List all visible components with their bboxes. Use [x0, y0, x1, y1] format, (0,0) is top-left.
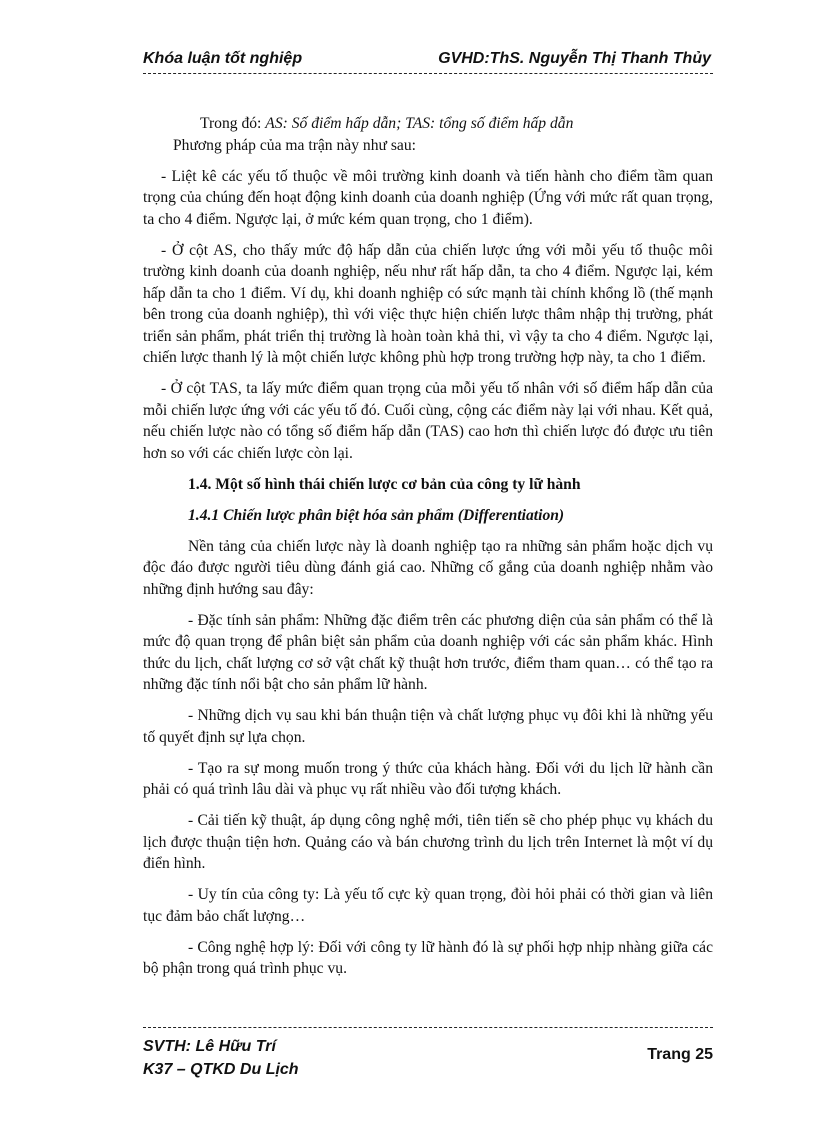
- formula-note: [143, 113, 713, 135]
- footer-divider: [143, 1027, 713, 1028]
- strategy-point-5: - Uy tín của công ty: Là yếu tố cực kỳ quan trọng, đòi hỏi phải có thời gian và liên tục đảm bảo chất lượng…: [143, 886, 713, 925]
- page-footer: [143, 1035, 713, 1081]
- header-advisor: GVHD:ThS. Nguyễn Thị Thanh Thủy: [438, 50, 711, 67]
- subsection-heading: 1.4.1 Chiến lược phân biệt hóa sản phẩm (Differentiation): [188, 506, 565, 524]
- strategy-point-2: - Những dịch vụ sau khi bán thuận tiện và chất lượng phục vụ đôi khi là những yếu tố quyết định sự lựa chọn.: [143, 707, 713, 746]
- footer-class: K37 – QTKD Du Lịch: [143, 1061, 299, 1078]
- strategy-point-1: - Đặc tính sản phẩm: Những đặc điểm trên các phương diện của sản phẩm có thể là mức độ quan trọng để phân biệt sản phẩm của doanh nghiệp với các sản phẩm khác. Hình thức du lịch, chất lượng cơ sở vật chất kỹ thuật hơn trước, điểm tham quan… có thể tạo ra những đặc tính nổi bật cho sản phẩm lữ hành.: [143, 611, 713, 693]
- section-heading: 1.4. Một số hình thái chiến lược cơ bản của công ty lữ hành: [188, 475, 581, 493]
- page-number: Trang 25: [647, 1046, 713, 1063]
- method-step-2: - Ở cột AS, cho thấy mức độ hấp dẫn của chiến lược ứng với mỗi yếu tố thuộc môi trường kinh doanh của doanh nghiệp, nếu như rất hấp dẫn, ta cho 4 điểm. Ngược lại, kém hấp dẫn ta cho 1 điểm. Ví dụ, khi doanh nghiệp có sức mạnh tài chính khổng lồ (thế mạnh bên trong của doanh nghiệp), thì với việc thực hiện chiến lược thâm nhập thị trường, phát triển sản phẩm, phát triển thị trường là hoàn toàn khả thi, vì vậy ta cho 4 điểm. Ngược lại, chiến lược thanh lý là một chiến lược không phù hợp trong trường hợp này, ta cho 1 điểm.: [143, 241, 713, 366]
- header-divider: [143, 73, 713, 74]
- method-intro: Phương pháp của ma trận này như sau:: [173, 136, 416, 154]
- strategy-point-3: - Tạo ra sự mong muốn trong ý thức của khách hàng. Đối với du lịch lữ hành cần phải có quá trình lâu dài và phục vụ rất nhiều vào đối tượng khách.: [143, 759, 713, 798]
- header-thesis-title: Khóa luận tốt nghiệp: [143, 50, 303, 67]
- method-step-3: - Ở cột TAS, ta lấy mức điểm quan trọng của mỗi yếu tố nhân với số điểm hấp dẫn của mỗi chiến lược ứng với các yếu tố đó. Cuối cùng, cộng các điểm này lại với nhau. Kết quả, nếu chiến lược nào có tổng số điểm hấp dẫn (TAS) cao hơn thì chiến lược đó được ưu tiên hơn so với các chiến lược còn lại.: [143, 380, 713, 462]
- footer-author: SVTH: Lê Hữu Trí: [143, 1038, 276, 1055]
- strategy-point-6: - Công nghệ hợp lý: Đối với công ty lữ hành đó là sự phối hợp nhịp nhàng giữa các bộ phận trong quá trình phục vụ.: [143, 938, 713, 977]
- strategy-point-4: - Cải tiến kỹ thuật, áp dụng công nghệ mới, tiên tiến sẽ cho phép phục vụ khách du lịch được thuận tiện hơn. Quảng cáo và bán chương trình du lịch trên Internet là một ví dụ điển hình.: [143, 812, 713, 872]
- formula-note-prefix: Trong đó:: [200, 115, 266, 132]
- document-body: [143, 113, 713, 980]
- page-header: [143, 50, 711, 68]
- method-step-1: - Liệt kê các yếu tố thuộc về môi trường kinh doanh và tiến hành cho điểm tầm quan trọng của chúng đến hoạt động kinh doanh của doanh nghiệp (Ứng với mức rất quan trọng, ta cho 4 điểm. Ngược lại, ở mức kém quan trọng, cho 1 điểm).: [143, 167, 713, 228]
- formula-note-definition: AS: Số điểm hấp dẫn; TAS: tổng số điểm hấp dẫn: [265, 115, 574, 132]
- strategy-intro: Nền tảng của chiến lược này là doanh nghiệp tạo ra những sản phẩm hoặc dịch vụ độc đáo được người tiêu dùng đánh giá cao. Những cố gắng của doanh nghiệp nhằm vào những định hướng sau đây:: [143, 537, 713, 598]
